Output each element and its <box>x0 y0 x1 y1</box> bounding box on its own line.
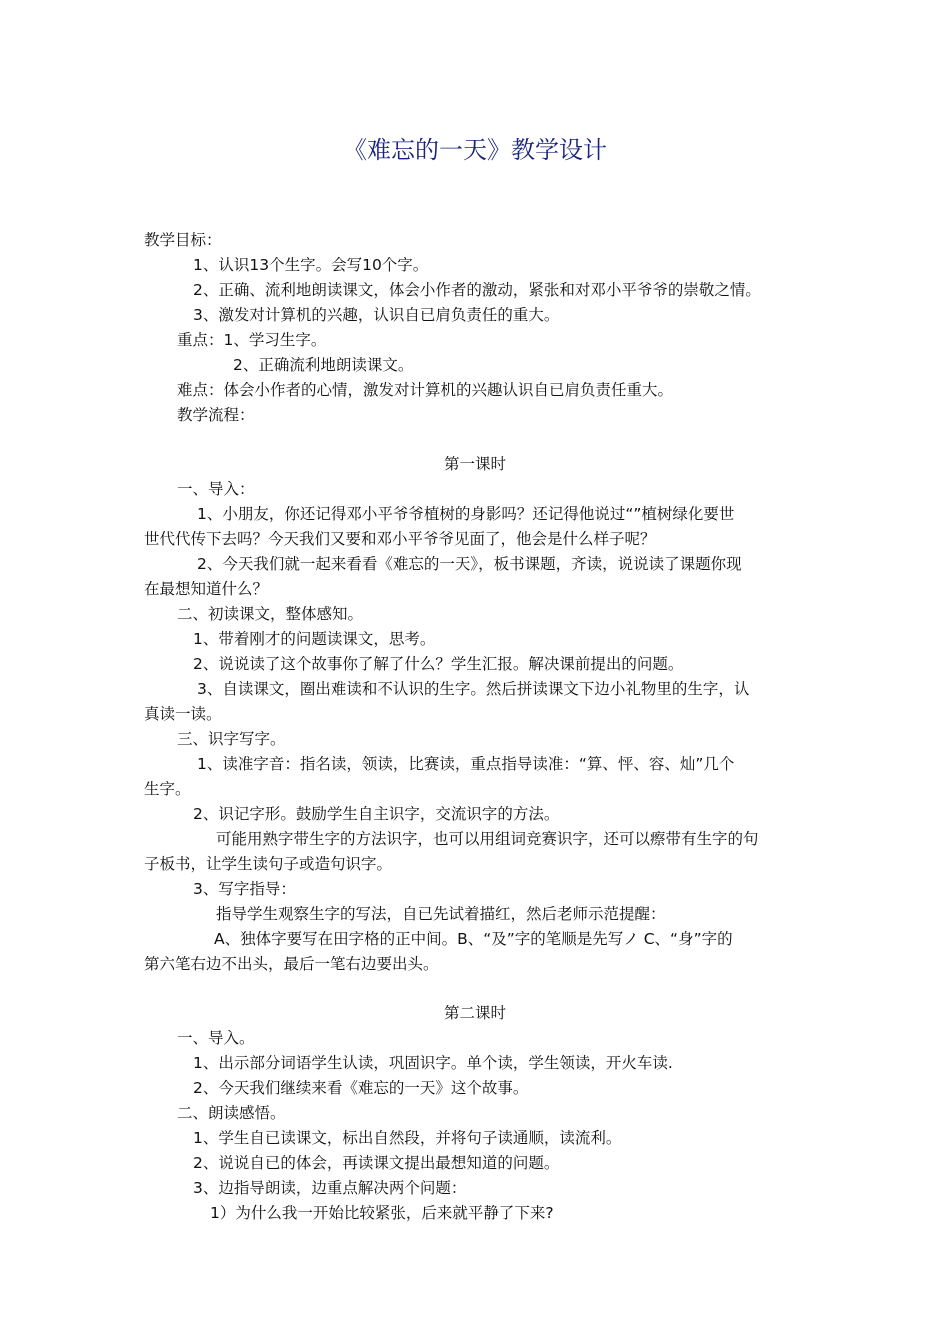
lesson2-item-2-2: 2、说说自已的体会，再读课文提出最想知道的问题。 <box>193 1154 560 1172</box>
lesson1-item-2-1: 1、带着刚才的问题读课文，思考。 <box>193 630 436 648</box>
key-point-1: 重点：1、学习生字。 <box>177 331 327 349</box>
lesson1-item-1-2-line2: 在最想知道什么？ <box>144 580 269 598</box>
lesson1-section-2: 二、初读课文，整体感知。 <box>177 605 364 623</box>
objective-1: 1、认识13个生字。会写10个字。 <box>193 256 429 274</box>
lesson1-item-2-3-line2: 真读一读。 <box>144 705 222 723</box>
lesson1-item-2-3-line1: 3、自读课文，圈出难读和不认识的生字。然后拼读课文下边小礼物里的生字，认 <box>197 680 750 698</box>
objectives-label: 教学目标： <box>144 231 222 249</box>
lesson1-item-3-3: 3、写字指导： <box>193 880 296 898</box>
lesson1-item-1-1-line1: 1、小朋友，你还记得邓小平爷爷植树的身影吗？还记得他说过“”植树绿化要世 <box>197 505 735 523</box>
objective-2: 2、正确、流利地朗读课文，体会小作者的激动，紧张和对邓小平爷爷的崇敬之情。 <box>193 281 761 299</box>
lesson1-item-3-2: 2、识记字形。鼓励学生自主识字，交流识字的方法。 <box>193 805 560 823</box>
lesson2-item-2-3-1: 1）为什么我一开始比较紧张，后来就平静了下来? <box>210 1204 554 1222</box>
process-label: 教学流程： <box>177 406 255 424</box>
lesson1-item-3-3-rules-line1: A、独体字要写在田字格的正中间。B、“及”字的笔顺是先写ノ C、“身”字的 <box>214 930 733 948</box>
lesson1-item-2-2: 2、说说读了这个故事你了解了什么？学生汇报。解决课前提出的问题。 <box>193 655 684 673</box>
difficulty: 难点：体会小作者的心情，激发对计算机的兴趣认识自已肩负责任重大。 <box>177 381 674 399</box>
document-title: 《难忘的一天》教学设计 <box>343 136 607 164</box>
lesson1-section-3: 三、识字写字。 <box>177 730 286 748</box>
lesson1-item-3-3-rules-line2: 第六笔右边不出头，最后一笔右边要出头。 <box>144 955 439 973</box>
lesson2-item-2-1: 1、学生自已读课文，标出自然段，并将句子读通顺，读流利。 <box>193 1129 622 1147</box>
lesson2-item-2-3: 3、边指导朗读，边重点解决两个问题： <box>193 1179 467 1197</box>
lesson1-item-1-2-line1: 2、今天我们就一起来看看《难忘的一天》，板书课题，齐读，说说读了课题你现 <box>197 555 742 573</box>
objective-3: 3、激发对计算机的兴趣，认识自已肩负责任的重大。 <box>193 306 560 324</box>
lesson2-section-1: 一、导入。 <box>177 1029 255 1047</box>
lesson1-item-3-1-line2: 生字。 <box>144 780 191 798</box>
lesson1-item-3-1-line1: 1、读准字音：指名读，领读，比赛读，重点指导读准：“算、怦、容、灿”几个 <box>197 755 735 773</box>
lesson1-item-3-2-para-line1: 可能用熟字带生字的方法识字，也可以用组词竞赛识字，还可以瘵带有生字的句 <box>216 830 759 848</box>
lesson1-section-1: 一、导入： <box>177 480 255 498</box>
key-point-2: 2、正确流利地朗读课文。 <box>233 356 414 374</box>
lesson2-section-2: 二、朗读感悟。 <box>177 1104 286 1122</box>
lesson2-item-1-1: 1、出示部分词语学生认读，巩固识字。单个读，学生领读，开火车读. <box>193 1054 673 1072</box>
lesson2-item-1-2: 2、今天我们继续来看《难忘的一天》这个故事。 <box>193 1079 529 1097</box>
lesson1-item-3-2-para-line2: 子板书，让学生读句子或造句识字。 <box>144 855 393 873</box>
lesson1-item-1-1-line2: 世代代传下去吗？今天我们又要和邓小平爷爷见面了，他会是什么样子呢？ <box>144 530 656 548</box>
lesson1-heading: 第一课时 <box>443 455 506 473</box>
lesson1-item-3-3-guide: 指导学生观察生字的写法，自已先试着描红，然后老师示范提醒： <box>216 905 666 923</box>
lesson2-heading: 第二课时 <box>443 1004 506 1022</box>
